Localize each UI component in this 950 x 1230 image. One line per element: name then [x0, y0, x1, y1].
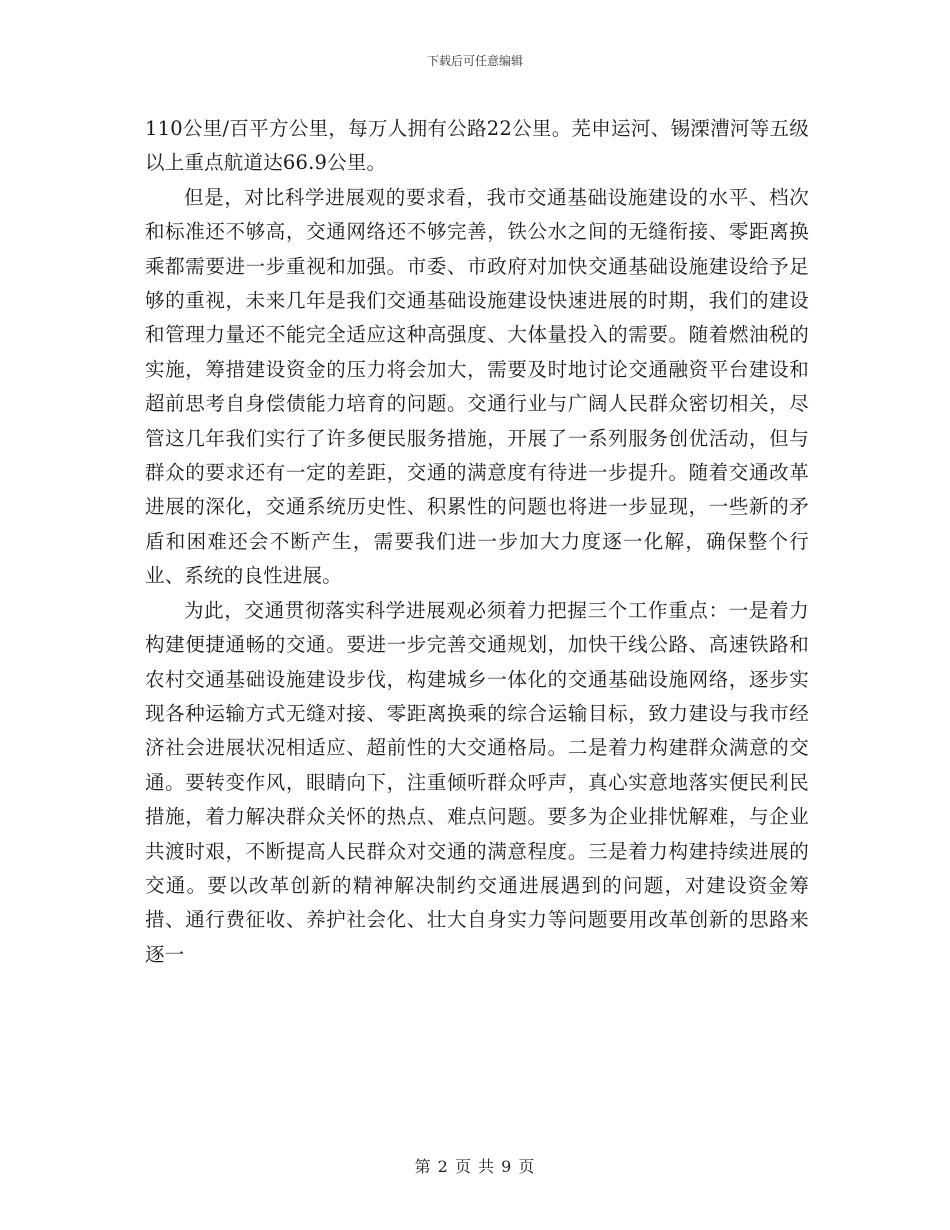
paragraph-continuation: 110公里/百平方公里，每万人拥有公路22公里。芜申运河、锡溧漕河等五级以上重点航道达66.9公里。: [145, 117, 809, 175]
page-number-footer: 第 2 页 共 9 页: [414, 1157, 536, 1176]
page-header: 下载后可任意编辑: [426, 54, 523, 68]
paragraph: 但是，对比科学进展观的要求看，我市交通基础设施建设的水平、档次和标准还不够高，交通网络还不够完善，铁公水之间的无缝衔接、零距离换乘都需要进一步重视和加强。市委、市政府对加快交通基础设施建设给予足够的重视，未来几年是我们交通基础设施建设快速进展的时期，我们的建设和管理力量还不能完全适应这种高强度、大体量投入的需要。随着燃油税的实施，筹措建设资金的压力将会加大，需要及时地讨论交通融资平台建设和超前思考自身偿债能力培育的问题。交通行业与广阔人民群众密切相关，尽管这几年我们实行了许多便民服务措施，开展了一系列服务创优活动，但与群众的要求还有一定的差距，交通的满意度有待进一步提升。随着交通改革进展的深化，交通系统历史性、积累性的问题也将进一步显现，一些新的矛盾和困难还会不断产生，需要我们进一步加大力度逐一化解，确保整个行业、系统的良性进展。: [145, 185, 809, 588]
document-body: [145, 112, 809, 972]
paragraph: 为此，交通贯彻落实科学进展观必须着力把握三个工作重点：一是着力构建便捷通畅的交通。要进一步完善交通规划，加快干线公路、高速铁路和农村交通基础设施建设步伐，构建城乡一体化的交通基础设施网络，逐步实现各种运输方式无缝对接、零距离换乘的综合运输目标，致力建设与我市经济社会进展状况相适应、超前性的大交通格局。二是着力构建群众满意的交通。要转变作风，眼睛向下，注重倾听群众呼声，真心实意地落实便民利民措施，着力解决群众关怀的热点、难点问题。要多为企业排忧解难，与企业共渡时艰，不断提高人民群众对交通的满意程度。三是着力构建持续进展的交通。要以改革创新的精神解决制约交通进展遇到的问题，对建设资金筹措、通行费征收、养护社会化、壮大自身实力等问题要用改革创新的思路来逐一: [145, 598, 809, 966]
